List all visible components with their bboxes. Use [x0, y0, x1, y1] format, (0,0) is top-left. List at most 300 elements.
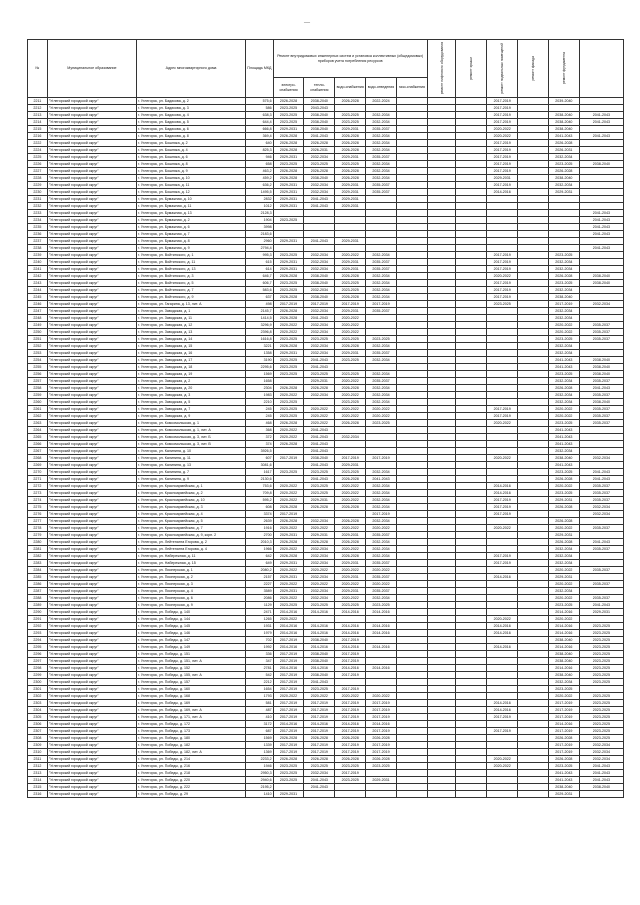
cell-address: г. Углегорск, ул. Бошняка, д. 9 — [137, 168, 246, 175]
cell-lift — [427, 413, 456, 420]
cell-address: г. Углегорск, ул. Победы, д. 151 — [137, 651, 246, 658]
cell-roof — [456, 434, 487, 441]
cell-address: г. Углегорск, ул. Бошняка, д. 8 — [137, 161, 246, 168]
cell-num: 2252 — [28, 343, 48, 350]
cell-gas — [396, 280, 427, 287]
cell-gas — [396, 420, 427, 427]
cell-num: 2287 — [28, 588, 48, 595]
cell-area: 1495,5 — [246, 189, 274, 196]
cell-num: 2269 — [28, 462, 48, 469]
cell-municipality: "Углегорский городской округ" — [47, 644, 136, 651]
cell-water: 2026-2028 — [335, 140, 366, 147]
cell-lift — [427, 532, 456, 539]
cell-municipality: "Углегорский городской округ" — [47, 707, 136, 714]
cell-electro: 2029-2031 — [273, 791, 304, 798]
cell-heat: 2041-2043 — [304, 448, 335, 455]
cell-extra: 2041-2043 — [579, 385, 623, 392]
cell-extra — [579, 560, 623, 567]
cell-gas — [396, 588, 427, 595]
cell-sewer: 2032-2034 — [366, 140, 397, 147]
cell-facade — [518, 721, 549, 728]
table-row — [28, 189, 624, 196]
cell-basement: 2017-2019 — [487, 119, 518, 126]
table-row — [28, 539, 624, 546]
cell-facade — [518, 784, 549, 791]
table-row — [28, 364, 624, 371]
cell-municipality: "Углегорский городской округ" — [47, 147, 136, 154]
cell-municipality: "Углегорский городской округ" — [47, 238, 136, 245]
cell-heat: 2023-2025 — [304, 686, 335, 693]
cell-gas — [396, 602, 427, 609]
cell-municipality: "Углегорский городской округ" — [47, 189, 136, 196]
cell-heat — [304, 210, 335, 217]
cell-heat: 2020-2022 — [304, 413, 335, 420]
cell-foundation: 2020-2022 — [548, 413, 579, 420]
cell-num: 2289 — [28, 602, 48, 609]
cell-municipality: "Углегорский городской округ" — [47, 602, 136, 609]
cell-area: 369,4 — [246, 133, 274, 140]
cell-area: 614 — [246, 266, 274, 273]
cell-water: 2017-2019 — [335, 700, 366, 707]
cell-heat: 2032-2034 — [304, 259, 335, 266]
cell-facade — [518, 546, 549, 553]
cell-gas — [396, 658, 427, 665]
cell-facade — [518, 651, 549, 658]
cell-heat: 2026-2028 — [304, 539, 335, 546]
cell-address: г. Углегорск, ул. Красноармейская, д. 1 — [137, 483, 246, 490]
table-row — [28, 476, 624, 483]
cell-area: 2304 — [246, 385, 274, 392]
cell-lift — [427, 525, 456, 532]
cell-water: 2017-2019 — [335, 301, 366, 308]
cell-num: 2310 — [28, 749, 48, 756]
cell-extra — [579, 308, 623, 315]
cell-lift — [427, 609, 456, 616]
cell-address: г. Углегорск, ул. Победы, д. 173 — [137, 728, 246, 735]
cell-foundation: 2032-2034 — [548, 588, 579, 595]
cell-heat: 2038-2040 — [304, 455, 335, 462]
cell-basement — [487, 343, 518, 350]
table-row — [28, 371, 624, 378]
cell-area: 607 — [246, 455, 274, 462]
cell-municipality: "Углегорский городской округ" — [47, 399, 136, 406]
cell-basement: 2017-2019 — [487, 406, 518, 413]
cell-facade — [518, 126, 549, 133]
cell-extra: 2041-2043 — [579, 469, 623, 476]
cell-heat: 2017-2019 — [304, 749, 335, 756]
cell-num: 2249 — [28, 322, 48, 329]
cell-gas — [396, 791, 427, 798]
cell-foundation — [548, 245, 579, 252]
cell-electro: 2017-2019 — [273, 455, 304, 462]
table-row — [28, 672, 624, 679]
cell-area: 459,2 — [246, 175, 274, 182]
cell-electro: 2026-2028 — [273, 385, 304, 392]
cell-num: 2256 — [28, 371, 48, 378]
cell-roof — [456, 462, 487, 469]
cell-municipality: "Углегорский городской округ" — [47, 455, 136, 462]
cell-extra: 2035-2037 — [579, 336, 623, 343]
cell-gas — [396, 511, 427, 518]
cell-water: 2023-2025 — [335, 399, 366, 406]
cell-roof — [456, 147, 487, 154]
cell-num: 2222 — [28, 140, 48, 147]
cell-heat: 2041-2043 — [304, 784, 335, 791]
cell-area: 468 — [246, 420, 274, 427]
cell-heat: 2032-2034 — [304, 322, 335, 329]
cell-basement — [487, 364, 518, 371]
cell-basement: 2017-2019 — [487, 161, 518, 168]
cell-roof — [456, 539, 487, 546]
cell-municipality: "Углегорский городской округ" — [47, 735, 136, 742]
cell-electro: 2026-2028 — [273, 98, 304, 105]
table-row — [28, 777, 624, 784]
cell-foundation: 2017-2019 — [548, 749, 579, 756]
cell-sewer: 2023-2025 — [366, 763, 397, 770]
cell-roof — [456, 273, 487, 280]
cell-roof — [456, 98, 487, 105]
cell-heat: 2020-2022 — [304, 693, 335, 700]
cell-gas — [396, 504, 427, 511]
cell-electro: 2026-2028 — [273, 504, 304, 511]
cell-heat: 2032-2034 — [304, 518, 335, 525]
col-header-facade-cell — [518, 40, 549, 98]
cell-sewer — [366, 651, 397, 658]
cell-roof — [456, 756, 487, 763]
cell-gas — [396, 567, 427, 574]
cell-gas — [396, 210, 427, 217]
cell-extra: 2038-2040 — [579, 357, 623, 364]
cell-extra: 2038-2040 — [579, 280, 623, 287]
cell-heat: 2014-2016 — [304, 630, 335, 637]
cell-basement — [487, 658, 518, 665]
cell-municipality: "Углегорский городской округ" — [47, 406, 136, 413]
table-row — [28, 224, 624, 231]
cell-foundation: 2023-2025 — [548, 602, 579, 609]
cell-gas — [396, 483, 427, 490]
table-row — [28, 504, 624, 511]
cell-basement: 2014-2016 — [487, 490, 518, 497]
col-header-water: водо-снабжения — [335, 78, 366, 98]
cell-roof — [456, 329, 487, 336]
cell-water: 2017-2019 — [335, 742, 366, 749]
cell-extra: 2038-2040 — [579, 364, 623, 371]
cell-address: г. Углегорск, ул. Победы, д. 29 — [137, 791, 246, 798]
cell-electro: 2020-2022 — [273, 616, 304, 623]
cell-heat: 2032-2034 — [304, 770, 335, 777]
cell-electro: 2020-2022 — [273, 483, 304, 490]
cell-basement: 2014-2016 — [487, 644, 518, 651]
cell-water: 2020-2022 — [335, 392, 366, 399]
cell-sewer: 2032-2034 — [366, 392, 397, 399]
cell-lift — [427, 294, 456, 301]
cell-extra: 2023-2025 — [579, 728, 623, 735]
cell-electro: 2023-2025 — [273, 770, 304, 777]
cell-heat: 2026-2028 — [304, 735, 335, 742]
cell-water: 2029-2031 — [335, 350, 366, 357]
table-row — [28, 336, 624, 343]
cell-sewer: 2017-2019 — [366, 714, 397, 721]
cell-heat: 2041-2043 — [304, 196, 335, 203]
cell-water: 2020-2022 — [335, 595, 366, 602]
cell-sewer: 2017-2019 — [366, 742, 397, 749]
cell-municipality: "Углегорский городской округ" — [47, 448, 136, 455]
cell-roof — [456, 546, 487, 553]
cell-water: 2020-2022 — [335, 413, 366, 420]
cell-foundation — [548, 511, 579, 518]
cell-sewer: 2032-2034 — [366, 539, 397, 546]
cell-facade — [518, 623, 549, 630]
cell-area: 1931 — [246, 623, 274, 630]
cell-extra: 2032-2034 — [579, 455, 623, 462]
cell-sewer — [366, 441, 397, 448]
cell-address: г. Углегорск, ул. Победы, д. 182 — [137, 742, 246, 749]
cell-gas — [396, 203, 427, 210]
cell-municipality: "Углегорский городской округ" — [47, 637, 136, 644]
cell-address: г. Углегорск, ул. Войтинского, д. 13 — [137, 266, 246, 273]
cell-num: 2226 — [28, 161, 48, 168]
cell-area: 3190 — [246, 357, 274, 364]
cell-facade — [518, 406, 549, 413]
cell-address: г. Углегорск, ул. Бадикова, д. 5 — [137, 119, 246, 126]
cell-municipality: "Углегорский городской округ" — [47, 518, 136, 525]
cell-municipality: "Углегорский городской округ" — [47, 371, 136, 378]
cell-facade — [518, 756, 549, 763]
cell-area: 1569 — [246, 371, 274, 378]
cell-facade — [518, 777, 549, 784]
cell-water: 2023-2025 — [335, 112, 366, 119]
cell-facade — [518, 371, 549, 378]
cell-basement — [487, 588, 518, 595]
cell-gas — [396, 126, 427, 133]
cell-electro: 2014-2016 — [273, 630, 304, 637]
cell-lift — [427, 763, 456, 770]
cell-electro: 2023-2025 — [273, 112, 304, 119]
cell-electro: 2020-2022 — [273, 427, 304, 434]
cell-area: 2960 — [246, 238, 274, 245]
cell-lift — [427, 707, 456, 714]
cell-lift — [427, 231, 456, 238]
cell-num: 2276 — [28, 511, 48, 518]
cell-num: 2224 — [28, 147, 48, 154]
cell-address: г. Углегорск, ул. Красноармейская, д. 2 — [137, 490, 246, 497]
cell-roof — [456, 364, 487, 371]
table-row — [28, 735, 624, 742]
cell-area: 1339 — [246, 742, 274, 749]
cell-roof — [456, 742, 487, 749]
cell-municipality: "Углегорский городской округ" — [47, 693, 136, 700]
cell-sewer: 2032-2034 — [366, 553, 397, 560]
cell-water: 2023-2025 — [335, 469, 366, 476]
cell-water: 2026-2028 — [335, 518, 366, 525]
cell-water: 2029-2031 — [335, 126, 366, 133]
cell-gas — [396, 735, 427, 742]
cell-lift — [427, 637, 456, 644]
cell-lift — [427, 280, 456, 287]
cell-electro: 2026-2028 — [273, 420, 304, 427]
table-row — [28, 161, 624, 168]
cell-facade — [518, 574, 549, 581]
table-row — [28, 637, 624, 644]
cell-water: 2026-2028 — [335, 504, 366, 511]
table-row — [28, 238, 624, 245]
cell-extra: 2023-2025 — [579, 707, 623, 714]
cell-lift — [427, 665, 456, 672]
cell-lift — [427, 476, 456, 483]
cell-roof — [456, 686, 487, 693]
cell-municipality: "Углегорский городской округ" — [47, 203, 136, 210]
cell-electro: 2014-2016 — [273, 644, 304, 651]
table-row — [28, 308, 624, 315]
table-row — [28, 448, 624, 455]
cell-foundation: 2014-2016 — [548, 721, 579, 728]
cell-lift — [427, 336, 456, 343]
cell-num: 2308 — [28, 735, 48, 742]
cell-roof — [456, 560, 487, 567]
cell-basement — [487, 546, 518, 553]
cell-basement: 2020-2022 — [487, 420, 518, 427]
cell-roof — [456, 476, 487, 483]
cell-municipality: "Углегорский городской округ" — [47, 777, 136, 784]
cell-facade — [518, 658, 549, 665]
cell-heat: 2026-2028 — [304, 140, 335, 147]
cell-gas — [396, 112, 427, 119]
cell-area: 1358 — [246, 350, 274, 357]
cell-foundation: 2026-2031 — [548, 147, 579, 154]
col-header-area: Площадь МКД — [246, 40, 274, 98]
cell-address: г. Углегорск, ул. Заводская, д. 2 — [137, 378, 246, 385]
cell-municipality: "Углегорский городской округ" — [47, 140, 136, 147]
cell-sewer: 2020-2022 — [366, 525, 397, 532]
cell-municipality: "Углегорский городской округ" — [47, 679, 136, 686]
table-row — [28, 518, 624, 525]
cell-basement: 2017-2019 — [487, 98, 518, 105]
col-header-basement-cell — [487, 40, 518, 98]
cell-foundation: 2029-2031 — [548, 791, 579, 798]
cell-municipality: "Углегорский городской округ" — [47, 462, 136, 469]
cell-basement — [487, 784, 518, 791]
cell-extra: 2035-2037 — [579, 322, 623, 329]
cell-sewer: 2017-2019 — [366, 749, 397, 756]
cell-basement — [487, 245, 518, 252]
cell-heat: 2038-2040 — [304, 126, 335, 133]
col-header-roof: ремонт крыши — [469, 56, 474, 80]
cell-roof — [456, 196, 487, 203]
cell-roof — [456, 714, 487, 721]
cell-electro: 2029-2031 — [273, 560, 304, 567]
cell-basement — [487, 721, 518, 728]
cell-extra — [579, 294, 623, 301]
cell-address: г. Углегорск, ул. Лейтенанта Егорова, д. 2 — [137, 539, 246, 546]
cell-extra — [579, 441, 623, 448]
cell-address: г. Углегорск, ул. Заводская, д. 13 — [137, 329, 246, 336]
cell-basement: 2014-2016 — [487, 630, 518, 637]
cell-lift — [427, 777, 456, 784]
cell-sewer: 2026-2028 — [366, 735, 397, 742]
cell-facade — [518, 343, 549, 350]
cell-extra: 2023-2025 — [579, 679, 623, 686]
cell-sewer: 2032-2034 — [366, 469, 397, 476]
cell-sewer — [366, 105, 397, 112]
cell-address: г. Углегорск, ул. Заводская, д. 14 — [137, 336, 246, 343]
cell-electro: 2026-2028 — [273, 273, 304, 280]
cell-municipality: "Углегорский городской округ" — [47, 420, 136, 427]
cell-basement — [487, 196, 518, 203]
cell-roof — [456, 133, 487, 140]
cell-extra — [579, 147, 623, 154]
cell-foundation — [548, 224, 579, 231]
cell-num: 2263 — [28, 420, 48, 427]
cell-num: 2229 — [28, 182, 48, 189]
cell-electro: 2026-2028 — [273, 735, 304, 742]
cell-foundation: 2041-2043 — [548, 434, 579, 441]
cell-facade — [518, 336, 549, 343]
cell-sewer: 2017-2019 — [366, 707, 397, 714]
cell-address: г. Углегорск, ул. Красноармейская, д. 10 — [137, 497, 246, 504]
cell-sewer — [366, 203, 397, 210]
cell-num: 2286 — [28, 581, 48, 588]
cell-address: г. Углегорск, ул. Победы, д. 149 — [137, 644, 246, 651]
cell-area: 347 — [246, 658, 274, 665]
cell-basement — [487, 203, 518, 210]
table-row — [28, 273, 624, 280]
cell-basement: 2017-2019 — [487, 252, 518, 259]
cell-address: г. Углегорск, ул. Лейтенанта Егорова, д. 4 — [137, 546, 246, 553]
cell-water: 2026-2028 — [335, 539, 366, 546]
cell-num: 2235 — [28, 224, 48, 231]
cell-lift — [427, 203, 456, 210]
cell-facade — [518, 742, 549, 749]
cell-address: г. Углегорск, ул. Комсомольская, д. 1, лит. А — [137, 427, 246, 434]
cell-municipality: "Углегорский городской округ" — [47, 336, 136, 343]
table-row — [28, 385, 624, 392]
cell-address: г. Углегорск, ул. Заводская, д. 9 — [137, 413, 246, 420]
cell-area: 2145,7 — [246, 308, 274, 315]
cell-water: 2029-2031 — [335, 588, 366, 595]
cell-electro: 2023-2025 — [273, 252, 304, 259]
cell-roof — [456, 161, 487, 168]
cell-electro: 2017-2019 — [273, 301, 304, 308]
cell-gas — [396, 679, 427, 686]
cell-sewer: 2023-2025 — [366, 420, 397, 427]
cell-roof — [456, 693, 487, 700]
cell-lift — [427, 168, 456, 175]
cell-gas — [396, 532, 427, 539]
cell-heat: 2041-2043 — [304, 238, 335, 245]
cell-water: 2029-2031 — [335, 574, 366, 581]
cell-extra: 2041-2043 — [579, 770, 623, 777]
cell-municipality: "Углегорский городской округ" — [47, 651, 136, 658]
col-header-facade: ремонт фасада — [530, 55, 535, 81]
cell-facade — [518, 602, 549, 609]
cell-sewer: 2014-2016 — [366, 630, 397, 637]
cell-num: 2297 — [28, 658, 48, 665]
cell-gas — [396, 336, 427, 343]
cell-municipality: "Углегорский городской округ" — [47, 252, 136, 259]
cell-facade — [518, 609, 549, 616]
cell-heat: 2014-2016 — [304, 721, 335, 728]
cell-basement: 2017-2019 — [487, 182, 518, 189]
cell-lift — [427, 700, 456, 707]
cell-foundation: 2032-2034 — [548, 679, 579, 686]
cell-gas — [396, 714, 427, 721]
cell-heat: 2041-2043 — [304, 427, 335, 434]
cell-foundation — [548, 203, 579, 210]
cell-extra: 2023-2025 — [579, 700, 623, 707]
cell-sewer — [366, 238, 397, 245]
cell-basement — [487, 469, 518, 476]
cell-electro: 2017-2019 — [273, 637, 304, 644]
